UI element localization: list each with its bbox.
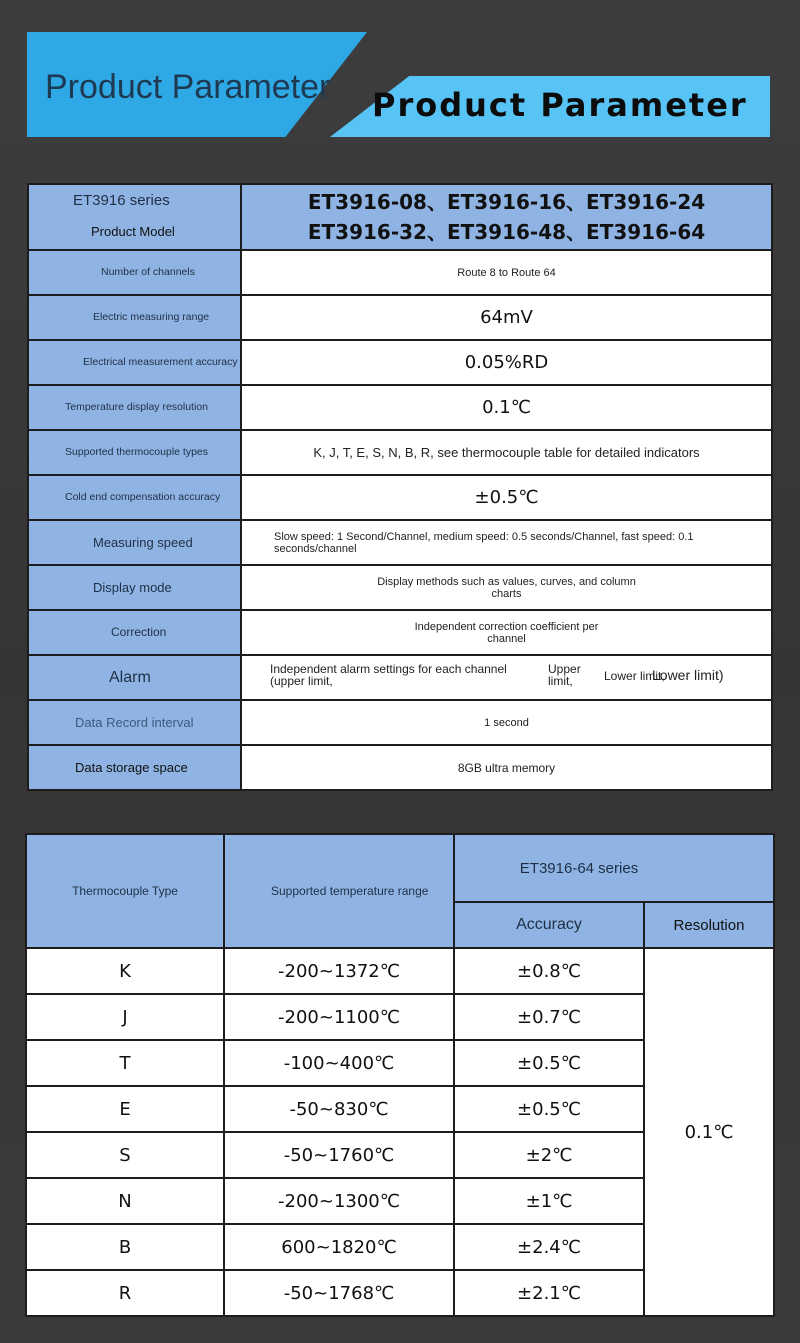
series-label: ET3916 series [73, 192, 170, 209]
thermo-accuracy: ±0.8℃ [454, 948, 644, 994]
param-value: 64mV [241, 295, 772, 340]
param-row [28, 655, 772, 700]
alarm-text-c: Lower limit, [604, 669, 665, 683]
header-title-back: Product Parameter [45, 68, 331, 106]
param-value: Display methods such as values, curves, and column charts [241, 565, 772, 610]
param-value: Slow speed: 1 Second/Channel, medium speed: 0.5 seconds/Channel, fast speed: 0.1 seconds/channel [241, 520, 772, 565]
col-header-resolution: Resolution [644, 902, 774, 948]
thermo-range: 600~1820℃ [224, 1224, 454, 1270]
thermo-type: K [26, 948, 224, 994]
thermocouple-table [25, 833, 775, 1317]
param-label: Electric measuring range [28, 295, 241, 340]
param-label: Supported thermocouple types [28, 430, 241, 475]
param-label: Data Record interval [28, 700, 241, 745]
thermo-type: E [26, 1086, 224, 1132]
param-value: Route 8 to Route 64 [241, 250, 772, 295]
thermo-type: S [26, 1132, 224, 1178]
thermo-range: -200~1300℃ [224, 1178, 454, 1224]
param-label: Data storage space [28, 745, 241, 790]
alarm-text-d: Lower limit) [652, 667, 724, 683]
param-label: Correction [28, 610, 241, 655]
param-row [28, 295, 772, 340]
param-label: Measuring speed [28, 520, 241, 565]
param-value: ±0.5℃ [241, 475, 772, 520]
param-label: Temperature display resolution [28, 385, 241, 430]
param-row [28, 745, 772, 790]
thermo-type: B [26, 1224, 224, 1270]
param-label: Electrical measurement accuracy [28, 340, 241, 385]
alarm-text-a: Independent alarm settings for each channel (upper limit, [270, 662, 507, 688]
product-model-label: Product Model [91, 224, 175, 239]
param-row [28, 385, 772, 430]
thermo-range: -50~1760℃ [224, 1132, 454, 1178]
param-row [28, 340, 772, 385]
param-row [28, 430, 772, 475]
param-row [28, 565, 772, 610]
param-value: Independent correction coefficient per channel [241, 610, 772, 655]
param-value: K, J, T, E, S, N, B, R, see thermocouple table for detailed indicators [241, 430, 772, 475]
thermo-accuracy: ±1℃ [454, 1178, 644, 1224]
param-value: 0.05%RD [241, 340, 772, 385]
alarm-text-b: Upper limit, [548, 662, 581, 688]
thermo-accuracy: ±2℃ [454, 1132, 644, 1178]
param-label: Display mode [28, 565, 241, 610]
thermo-accuracy: ±0.7℃ [454, 994, 644, 1040]
param-value: 0.1℃ [241, 385, 772, 430]
param-header-row [28, 184, 772, 250]
param-row [28, 610, 772, 655]
param-header-label [28, 184, 241, 250]
header-title-front: Product Parameter [372, 86, 748, 124]
thermo-accuracy: ±0.5℃ [454, 1040, 644, 1086]
thermo-range: -50~1768℃ [224, 1270, 454, 1316]
thermo-range: -200~1100℃ [224, 994, 454, 1040]
col-header-accuracy: Accuracy [454, 902, 644, 948]
param-value: 8GB ultra memory [241, 745, 772, 790]
thermo-type: N [26, 1178, 224, 1224]
param-label: Cold end compensation accuracy [28, 475, 241, 520]
product-models [241, 184, 772, 250]
col-header-range: Supported temperature range [224, 834, 454, 948]
col-header-type: Thermocouple Type [26, 834, 224, 948]
thermo-type: R [26, 1270, 224, 1316]
table-row [26, 948, 774, 994]
param-label: Number of channels [28, 250, 241, 295]
param-value: 1 second [241, 700, 772, 745]
thermo-resolution: 0.1℃ [644, 948, 774, 1316]
thermo-accuracy: ±2.1℃ [454, 1270, 644, 1316]
thermo-type: J [26, 994, 224, 1040]
param-row [28, 700, 772, 745]
thermo-header-row [26, 834, 774, 902]
models-line-2: ET3916-32、ET3916-48、ET3916-64 [307, 220, 706, 244]
param-label: Alarm [28, 655, 241, 700]
col-header-series: ET3916-64 series [454, 834, 774, 902]
models-line-1: ET3916-08、ET3916-16、ET3916-24 [307, 190, 706, 214]
param-row [28, 250, 772, 295]
thermo-accuracy: ±2.4℃ [454, 1224, 644, 1270]
thermo-accuracy: ±0.5℃ [454, 1086, 644, 1132]
thermo-type: T [26, 1040, 224, 1086]
param-value-alarm [241, 655, 772, 700]
param-row [28, 520, 772, 565]
parameter-table [27, 183, 773, 791]
thermo-range: -200~1372℃ [224, 948, 454, 994]
thermo-range: -100~400℃ [224, 1040, 454, 1086]
thermo-range: -50~830℃ [224, 1086, 454, 1132]
param-row [28, 475, 772, 520]
